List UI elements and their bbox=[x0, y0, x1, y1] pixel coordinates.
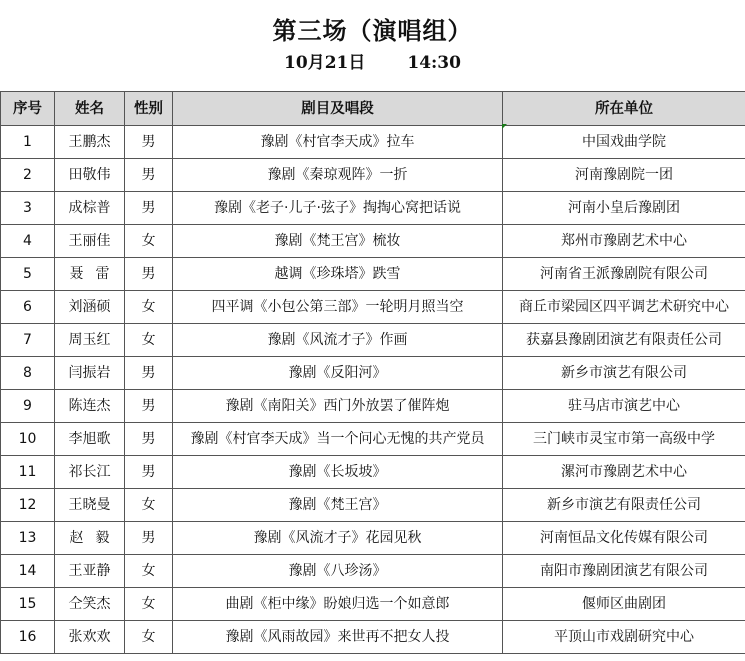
cell-comment-marker bbox=[502, 124, 507, 129]
row-piece: 豫剧《八珍汤》 bbox=[173, 555, 503, 588]
table-row bbox=[1, 258, 745, 291]
table-row bbox=[1, 423, 745, 456]
row-no: 12 bbox=[1, 489, 55, 522]
row-unit: 郑州市豫剧艺术中心 bbox=[503, 225, 745, 258]
row-no: 9 bbox=[1, 390, 55, 423]
page-title: 第三场（演唱组） bbox=[272, 16, 473, 45]
row-no: 11 bbox=[1, 456, 55, 489]
row-unit: 漯河市豫剧艺术中心 bbox=[503, 456, 745, 489]
row-unit: 获嘉县豫剧团演艺有限责任公司 bbox=[503, 324, 745, 357]
row-no: 16 bbox=[1, 621, 55, 654]
row-gender: 女 bbox=[125, 291, 173, 324]
row-unit: 河南省王派豫剧院有限公司 bbox=[503, 258, 745, 291]
row-name: 赵毅 bbox=[55, 522, 125, 555]
table-row bbox=[1, 357, 745, 390]
table-row bbox=[1, 324, 745, 357]
table-body bbox=[1, 126, 745, 654]
row-name: 刘涵硕 bbox=[55, 291, 125, 324]
row-no: 4 bbox=[1, 225, 55, 258]
row-name: 聂雷 bbox=[55, 258, 125, 291]
table-row bbox=[1, 390, 745, 423]
row-gender: 男 bbox=[125, 258, 173, 291]
row-unit: 河南恒品文化传媒有限公司 bbox=[503, 522, 745, 555]
row-no: 3 bbox=[1, 192, 55, 225]
row-gender: 男 bbox=[125, 390, 173, 423]
row-unit: 新乡市演艺有限公司 bbox=[503, 357, 745, 390]
table-row bbox=[1, 522, 745, 555]
table-row bbox=[1, 456, 745, 489]
table-row bbox=[1, 621, 745, 654]
row-name: 王鹏杰 bbox=[55, 126, 125, 159]
row-name: 仝笑杰 bbox=[55, 588, 125, 621]
row-unit: 驻马店市演艺中心 bbox=[503, 390, 745, 423]
row-no: 15 bbox=[1, 588, 55, 621]
row-piece: 四平调《小包公第三部》一轮明月照当空 bbox=[173, 291, 503, 324]
row-piece: 豫剧《梵王宫》梳妆 bbox=[173, 225, 503, 258]
row-gender: 女 bbox=[125, 225, 173, 258]
row-name: 王晓曼 bbox=[55, 489, 125, 522]
row-piece: 豫剧《老子·儿子·弦子》掏掏心窝把话说 bbox=[173, 192, 503, 225]
row-gender: 女 bbox=[125, 588, 173, 621]
row-piece: 豫剧《梵王宫》 bbox=[173, 489, 503, 522]
row-piece: 曲剧《柜中缘》盼娘归选一个如意郎 bbox=[173, 588, 503, 621]
row-no: 1 bbox=[1, 126, 55, 159]
row-unit: 平顶山市戏剧研究中心 bbox=[503, 621, 745, 654]
table-row bbox=[1, 489, 745, 522]
row-gender: 女 bbox=[125, 621, 173, 654]
row-unit: 偃师区曲剧团 bbox=[503, 588, 745, 621]
row-name: 李旭歌 bbox=[55, 423, 125, 456]
row-name: 张欢欢 bbox=[55, 621, 125, 654]
table-row bbox=[1, 126, 745, 159]
row-no: 7 bbox=[1, 324, 55, 357]
table-row bbox=[1, 159, 745, 192]
header-gender: 性别 bbox=[125, 92, 173, 126]
table-row bbox=[1, 225, 745, 258]
row-gender: 男 bbox=[125, 192, 173, 225]
row-gender: 男 bbox=[125, 357, 173, 390]
schedule-date: 10月21日 bbox=[284, 53, 366, 73]
schedule-time: 14:30 bbox=[407, 53, 461, 73]
table-row bbox=[1, 192, 745, 225]
row-piece: 豫剧《风流才子》作画 bbox=[173, 324, 503, 357]
row-piece: 豫剧《南阳关》西门外放罢了催阵炮 bbox=[173, 390, 503, 423]
table-row bbox=[1, 291, 745, 324]
row-gender: 男 bbox=[125, 159, 173, 192]
row-piece: 豫剧《风雨故园》来世再不把女人投 bbox=[173, 621, 503, 654]
row-no: 6 bbox=[1, 291, 55, 324]
header-unit: 所在单位 bbox=[503, 92, 745, 126]
row-no: 10 bbox=[1, 423, 55, 456]
row-piece: 豫剧《长坂坡》 bbox=[173, 456, 503, 489]
row-no: 13 bbox=[1, 522, 55, 555]
row-piece: 豫剧《村官李天成》当一个问心无愧的共产党员 bbox=[173, 423, 503, 456]
row-name: 周玉红 bbox=[55, 324, 125, 357]
row-unit: 商丘市梁园区四平调艺术研究中心 bbox=[503, 291, 745, 324]
header-piece: 剧目及唱段 bbox=[173, 92, 503, 126]
header-name: 姓名 bbox=[55, 92, 125, 126]
row-no: 14 bbox=[1, 555, 55, 588]
row-gender: 男 bbox=[125, 423, 173, 456]
row-unit: 三门峡市灵宝市第一高级中学 bbox=[503, 423, 745, 456]
row-name: 王丽佳 bbox=[55, 225, 125, 258]
table-row bbox=[1, 588, 745, 621]
row-name: 成棕普 bbox=[55, 192, 125, 225]
row-unit: 河南豫剧院一团 bbox=[503, 159, 745, 192]
row-gender: 男 bbox=[125, 456, 173, 489]
header-no: 序号 bbox=[1, 92, 55, 126]
performer-table bbox=[0, 91, 745, 654]
row-piece: 豫剧《风流才子》花园见秋 bbox=[173, 522, 503, 555]
row-no: 8 bbox=[1, 357, 55, 390]
row-unit: 中国戏曲学院 bbox=[503, 126, 745, 159]
row-name: 陈连杰 bbox=[55, 390, 125, 423]
row-piece: 豫剧《秦琼观阵》一折 bbox=[173, 159, 503, 192]
row-unit: 新乡市演艺有限责任公司 bbox=[503, 489, 745, 522]
row-name: 祁长江 bbox=[55, 456, 125, 489]
row-piece: 越调《珍珠塔》跌雪 bbox=[173, 258, 503, 291]
row-unit: 南阳市豫剧团演艺有限公司 bbox=[503, 555, 745, 588]
row-gender: 男 bbox=[125, 522, 173, 555]
table-row bbox=[1, 555, 745, 588]
row-gender: 女 bbox=[125, 489, 173, 522]
row-gender: 男 bbox=[125, 126, 173, 159]
row-unit: 河南小皇后豫剧团 bbox=[503, 192, 745, 225]
row-gender: 女 bbox=[125, 324, 173, 357]
row-no: 2 bbox=[1, 159, 55, 192]
table-header-row bbox=[1, 92, 745, 126]
row-name: 田敬伟 bbox=[55, 159, 125, 192]
row-name: 闫振岩 bbox=[55, 357, 125, 390]
row-piece: 豫剧《村官李天成》拉车 bbox=[173, 126, 503, 159]
row-no: 5 bbox=[1, 258, 55, 291]
row-piece: 豫剧《反阳河》 bbox=[173, 357, 503, 390]
row-name: 王亚静 bbox=[55, 555, 125, 588]
schedule-line bbox=[0, 50, 745, 76]
row-gender: 女 bbox=[125, 555, 173, 588]
